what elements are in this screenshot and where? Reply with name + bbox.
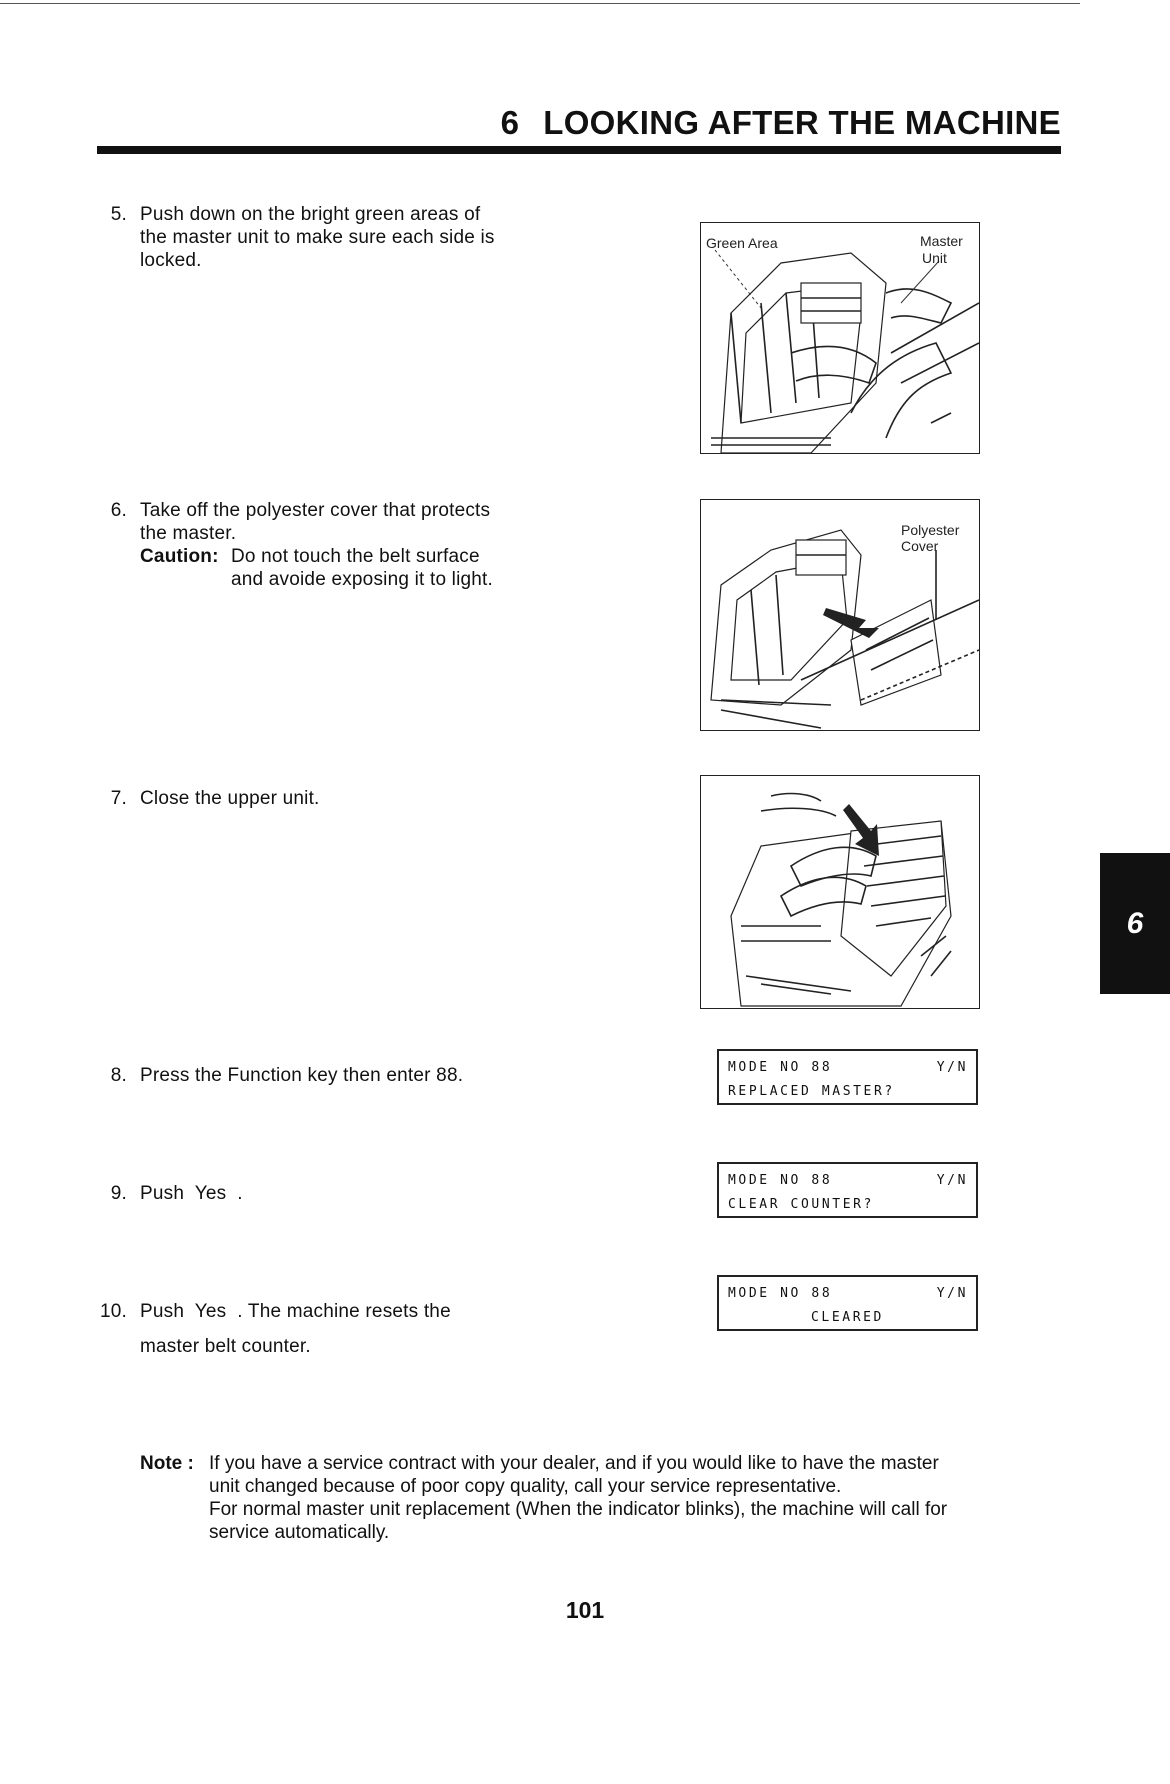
caution-label: Caution: (140, 546, 219, 567)
note-line: For normal master unit replacement (When the indicator blinks), the machine will call for (209, 1499, 948, 1520)
step-text-line: the master unit to make sure each side is (140, 227, 495, 248)
figure-master-unit (700, 222, 980, 454)
note-line: unit changed because of poor copy quality, call your service representative. (209, 1476, 842, 1497)
lcd-yn: Y/N (936, 1286, 968, 1301)
note-line: If you have a service contract with your dealer, and if you would like to have the master (209, 1453, 939, 1474)
step-text-line: Close the upper unit. (140, 788, 320, 809)
step-number: 5. (110, 204, 127, 225)
chapter-number: 6 (500, 104, 520, 141)
caution-text: Do not touch the belt surface (231, 546, 480, 567)
lcd-display-cleared (717, 1275, 978, 1331)
lcd-yn: Y/N (936, 1060, 968, 1075)
lcd-line-2: CLEAR COUNTER? (728, 1197, 874, 1212)
step-number: 10. (99, 1301, 127, 1322)
label-unit: Unit (922, 250, 947, 266)
lcd-line-1: MODE NO 88 (728, 1286, 833, 1301)
lcd-line-1: MODE NO 88 (728, 1060, 833, 1075)
lcd-line-1: MODE NO 88 (728, 1173, 833, 1188)
note-line: service automatically. (209, 1522, 390, 1543)
lcd-yn: Y/N (936, 1173, 968, 1188)
step-10-continuation: master belt counter. (140, 1336, 311, 1357)
header-rule (97, 146, 1061, 154)
step-number: 6. (110, 500, 127, 521)
close-upper-unit-illustration (701, 776, 979, 1008)
step-text-line: Push Yes . The machine resets the (140, 1301, 451, 1322)
step-number: 7. (110, 788, 127, 809)
label-green-area: Green Area (706, 235, 778, 251)
top-border-line (0, 3, 1080, 4)
chapter-title: LOOKING AFTER THE MACHINE (543, 104, 1061, 141)
step-text-line: Press the Function key then enter 88. (140, 1065, 464, 1086)
label-cover: Cover (901, 538, 939, 554)
caution-text: and avoide exposing it to light. (231, 569, 494, 590)
step-text-line: Push Yes . (140, 1183, 243, 1204)
step-text-line: Push down on the bright green areas of (140, 204, 481, 225)
lcd-display-replaced-master (717, 1049, 978, 1105)
lcd-line-2: REPLACED MASTER? (728, 1084, 895, 1099)
figure-polyester-cover (700, 499, 980, 731)
step-text-line: locked. (140, 250, 202, 271)
label-polyester: Polyester (901, 522, 960, 538)
lcd-line-2: CLEARED (811, 1310, 884, 1325)
page-number: 101 (565, 1597, 605, 1623)
step-text-line: the master. (140, 523, 237, 544)
figure-close-upper-unit (700, 775, 980, 1009)
step-number: 8. (110, 1065, 127, 1086)
step-number: 9. (110, 1183, 127, 1204)
note-label: Note : (140, 1453, 194, 1474)
lcd-display-clear-counter (717, 1162, 978, 1218)
chapter-header (501, 104, 1061, 142)
chapter-side-tab: 6 (1100, 853, 1170, 994)
step-text-line: Take off the polyester cover that protects (140, 500, 491, 521)
label-master: Master (920, 233, 963, 249)
